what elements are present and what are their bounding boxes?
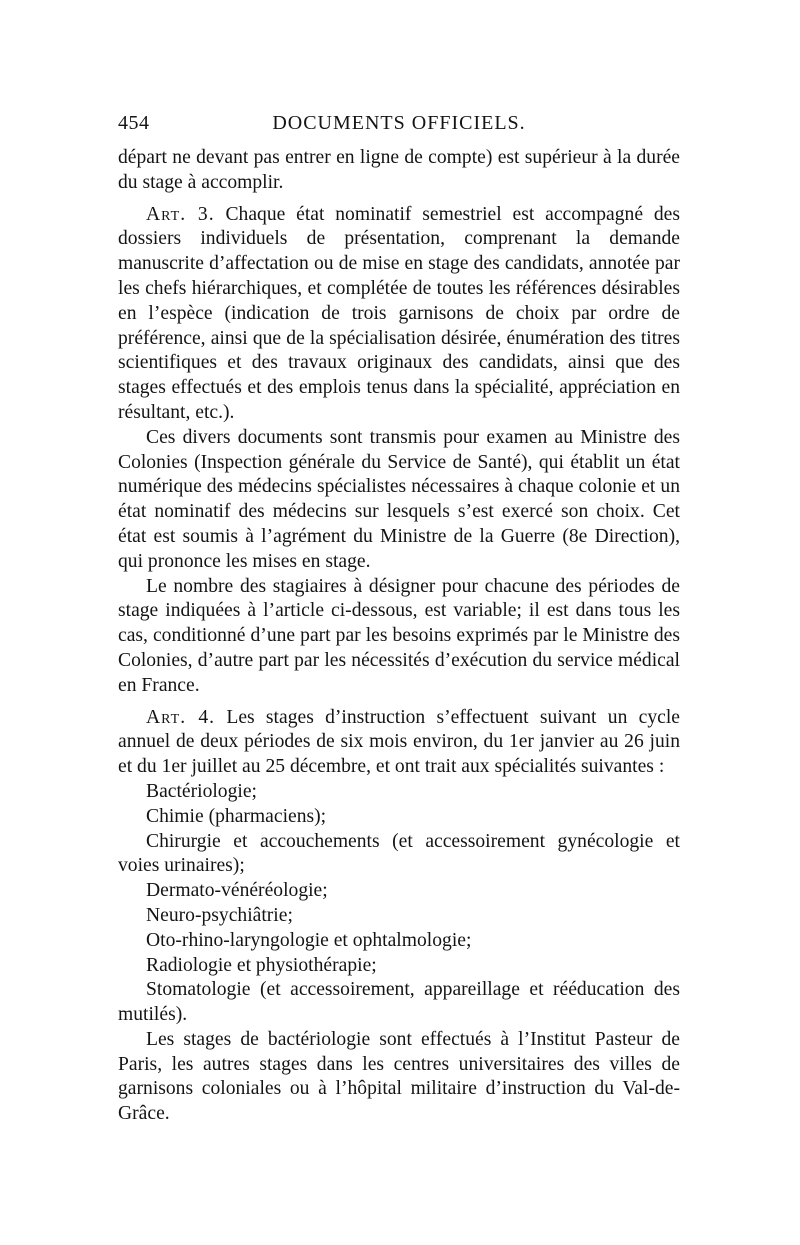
article-4	[118, 706, 680, 780]
list-item: Radiologie et physiothérapie;	[146, 954, 377, 976]
article-3-label: Art. 3.	[146, 203, 215, 225]
running-header	[118, 112, 680, 142]
paragraph-stagiaires: Le nombre des stagiaires à désigner pour chacune des périodes de stage indiquées à l’article ci-dessous, est variable; il est dans tous les cas, conditionné d’une part par les besoins exprimés par le Ministre des Colonies, d’autre part par les nécessités d’exécution du service médical en France.	[118, 575, 680, 696]
list-item: Bactériologie;	[146, 780, 257, 802]
article-3	[118, 203, 680, 426]
article-3-text: Chaque état nominatif semestriel est accompagné des dossiers individuels de présentation, comprenant la demande manuscrite d’affectation ou de mise en stage des candidats, annotée par les chefs hiérarchiques, et complétée de toutes les références désirables en l’espèce (indication de trois garnisons de choix par ordre de préférence, ainsi que de la spécialisation désirée, énumération des titres scientifiques et des travaux originaux des candidats, ainsi que des stages effectués et des emplois tenus dans la spécialité, appréciation en résultant, etc.).	[118, 203, 680, 423]
list-item: Oto-rhino-laryngologie et ophtalmologie;	[146, 929, 472, 951]
running-title: DOCUMENTS OFFICIELS.	[272, 112, 526, 134]
list-item: Chirurgie et accouchements (et accessoirement gynécologie et voies urinaires);	[118, 830, 680, 877]
page-number: 454	[118, 112, 150, 134]
body-text	[118, 146, 680, 1127]
paragraph-lieux-stages: Les stages de bactériologie sont effectués à l’Institut Pasteur de Paris, les autres stages dans les centres universitaires des villes de garnisons coloniales ou à l’hôpital militaire d’instruction du Val-de-Grâce.	[118, 1028, 680, 1125]
list-item: Chimie (pharmaciens);	[146, 805, 327, 827]
paragraph-documents: Ces divers documents sont transmis pour examen au Ministre des Colonies (Inspection générale du Service de Santé), qui établit un état numérique des médecins spécialistes nécessaires à chaque colonie et un état nominatif des médecins sur lesquels s’est exercé son choix. Cet état est soumis à l’agrément du Ministre de la Guerre (8e Direction), qui prononce les mises en stage.	[118, 426, 680, 572]
page	[118, 112, 680, 1127]
paragraph-continuation: départ ne devant pas entrer en ligne de compte) est supérieur à la durée du stage à accomplir.	[118, 147, 680, 193]
list-item: Stomatologie (et accessoirement, appareillage et rééducation des mutilés).	[118, 979, 680, 1026]
article-4-label: Art. 4.	[146, 706, 216, 728]
list-item: Dermato-vénéréologie;	[146, 880, 328, 902]
article-4-text: Les stages d’instruction s’effectuent suivant un cycle annuel de deux périodes de six mois environ, du 1er janvier au 26 juin et du 1er juillet au 25 décembre, et ont trait aux spécialités suivantes :	[118, 706, 680, 778]
list-item: Neuro-psychiâtrie;	[146, 904, 293, 926]
